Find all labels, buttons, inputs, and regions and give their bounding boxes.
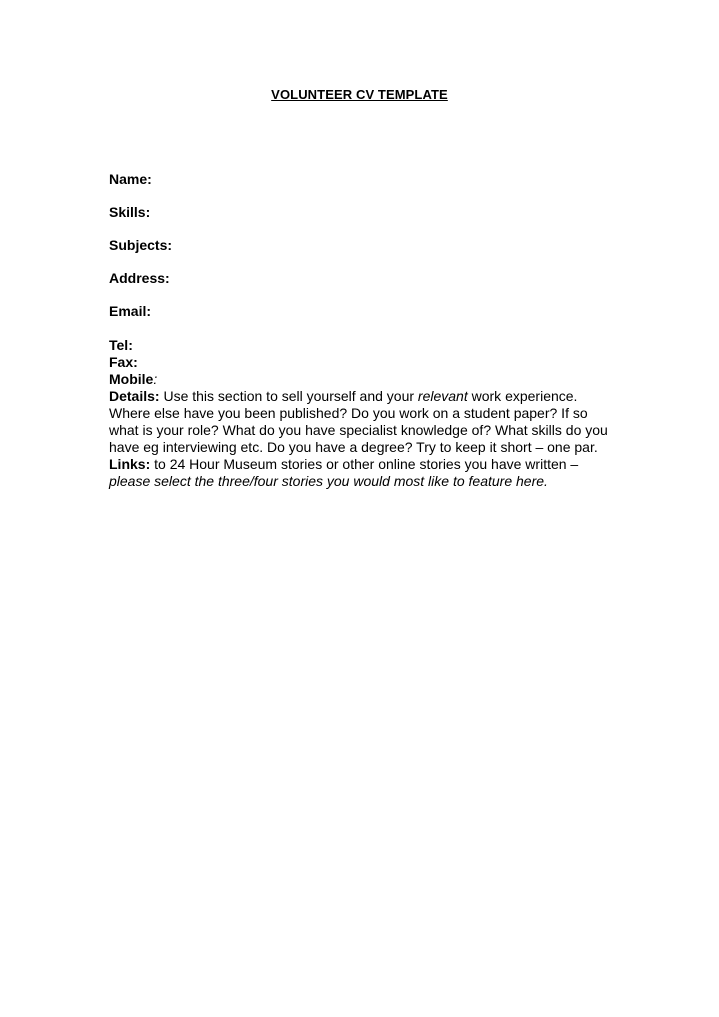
links-text: to 24 Hour Museum stories or other online stories you have written – <box>150 456 579 472</box>
links-label: Links: <box>109 456 151 472</box>
links-italic-text: please select the three/four stories you would most like to feature here. <box>109 473 548 489</box>
name-label: Name: <box>109 171 152 187</box>
links-paragraph <box>109 456 614 490</box>
contact-block <box>109 337 614 388</box>
mobile-colon: : <box>153 371 158 387</box>
mobile-line <box>109 371 614 388</box>
details-text-start: Use this section to sell yourself and your <box>159 388 418 404</box>
cv-fields <box>109 171 614 490</box>
fax-label: Fax: <box>109 354 138 370</box>
email-label: Email: <box>109 303 152 319</box>
tel-label: Tel: <box>109 337 133 353</box>
subjects-label: Subjects: <box>109 237 173 253</box>
skills-label: Skills: <box>109 204 151 220</box>
details-label: Details: <box>109 388 160 404</box>
mobile-label: Mobile <box>109 371 154 387</box>
details-text-end: work experience. Where else have you been published? Do you work on a student paper? If so what is your role? What do you have specialist knowledge of? What skills do you have eg interviewing etc. Do you have a degree? Try to keep it short – one par. <box>109 388 608 455</box>
details-emphasis: relevant <box>417 388 468 404</box>
address-label: Address: <box>109 270 170 286</box>
document-title: VOLUNTEER CV TEMPLATE <box>271 87 448 102</box>
details-paragraph <box>109 388 614 456</box>
